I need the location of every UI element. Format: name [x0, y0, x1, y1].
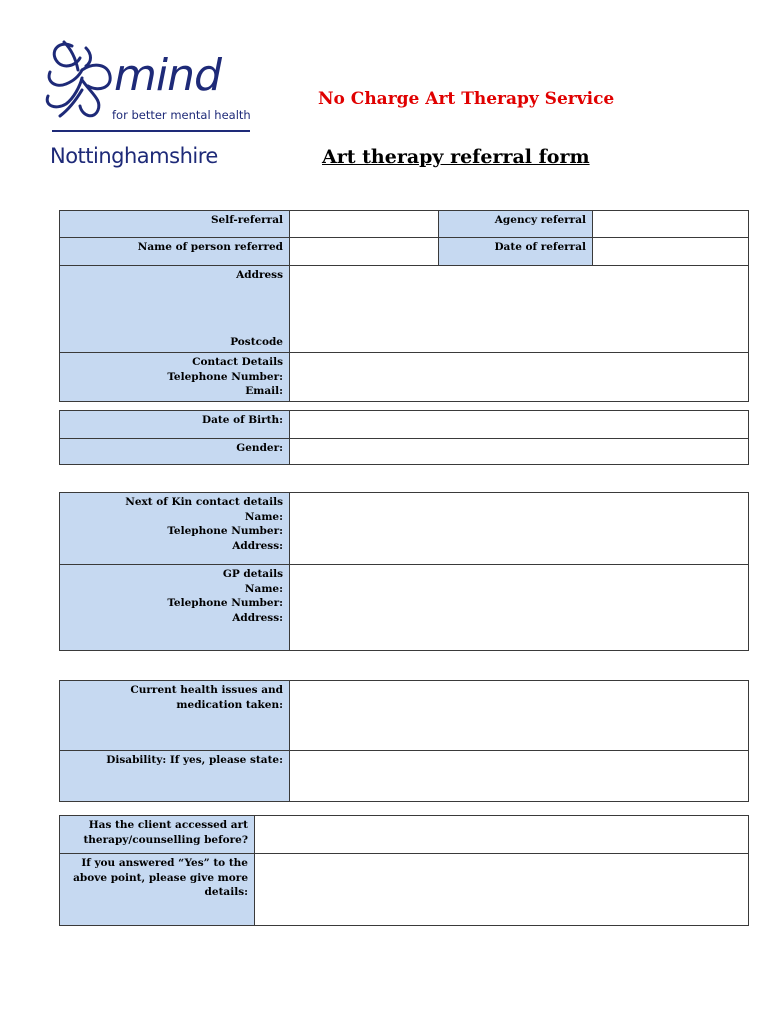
address-label: Address: [236, 269, 283, 281]
dob-field[interactable]: [290, 411, 749, 439]
next-of-kin-field[interactable]: [290, 493, 749, 565]
logo-region: Nottinghamshire: [50, 144, 218, 168]
address-label-cell: [60, 266, 290, 353]
mind-logo: [42, 36, 262, 176]
gp-name-label: Name:: [244, 582, 283, 595]
gp-address-label: Address:: [232, 611, 283, 624]
health-issues-label-line2: medication taken:: [176, 698, 283, 711]
health-table: [59, 680, 749, 802]
email-label: Email:: [245, 385, 283, 397]
next-of-kin-label-cell: [60, 493, 290, 565]
health-issues-field[interactable]: [290, 681, 749, 751]
contact-details-label: Contact Details: [192, 356, 283, 368]
date-of-referral-label: Date of referral: [439, 238, 593, 266]
logo-tagline: for better mental health: [112, 108, 251, 122]
next-of-kin-address-label: Address:: [232, 539, 283, 552]
next-of-kin-title: Next of Kin contact details: [125, 496, 283, 508]
agency-referral-field[interactable]: [593, 211, 749, 238]
gp-details-title: GP details: [222, 568, 283, 580]
logo-divider: [52, 130, 250, 132]
postcode-label: Postcode: [230, 335, 283, 348]
contact-details-label-cell: [60, 353, 290, 402]
prior-therapy-field[interactable]: [255, 816, 749, 854]
name-of-person-field[interactable]: [290, 238, 439, 266]
health-issues-label-cell: [60, 681, 290, 751]
self-referral-label: Self-referral: [60, 211, 290, 238]
service-title: No Charge Art Therapy Service: [318, 89, 615, 109]
date-of-referral-field[interactable]: [593, 238, 749, 266]
referral-details-table: [59, 210, 749, 402]
disability-label: Disability: If yes, please state:: [60, 751, 290, 802]
gender-label: Gender:: [60, 439, 290, 465]
prior-therapy-details-line1: If you answered “Yes” to the: [81, 857, 248, 869]
personal-info-table: [59, 410, 749, 465]
prior-therapy-table: [59, 815, 749, 926]
butterfly-logo-icon: [42, 36, 122, 126]
gender-field[interactable]: [290, 439, 749, 465]
next-of-kin-name-label: Name:: [244, 510, 283, 523]
health-issues-label-line1: Current health issues and: [130, 684, 283, 696]
prior-therapy-label-line2: therapy/counselling before?: [83, 833, 248, 846]
contacts-table: [59, 492, 749, 651]
gp-details-field[interactable]: [290, 565, 749, 651]
agency-referral-label: Agency referral: [439, 211, 593, 238]
prior-therapy-details-line2: above point, please give more: [73, 871, 248, 884]
self-referral-field[interactable]: [290, 211, 439, 238]
telephone-label: Telephone Number:: [167, 370, 283, 383]
prior-therapy-details-line3: details:: [204, 886, 248, 898]
contact-details-field[interactable]: [290, 353, 749, 402]
address-field[interactable]: [290, 266, 749, 353]
prior-therapy-label-line1: Has the client accessed art: [88, 819, 248, 831]
gp-telephone-label: Telephone Number:: [167, 597, 283, 609]
next-of-kin-telephone-label: Telephone Number:: [167, 525, 283, 537]
form-title: Art therapy referral form: [322, 146, 590, 168]
name-of-person-label: Name of person referred: [60, 238, 290, 266]
gp-details-label-cell: [60, 565, 290, 651]
prior-therapy-label-cell: [60, 816, 255, 854]
disability-field[interactable]: [290, 751, 749, 802]
prior-therapy-details-field[interactable]: [255, 854, 749, 926]
logo-wordmark: mind: [114, 50, 221, 101]
dob-label: Date of Birth:: [60, 411, 290, 439]
prior-therapy-details-label-cell: [60, 854, 255, 926]
